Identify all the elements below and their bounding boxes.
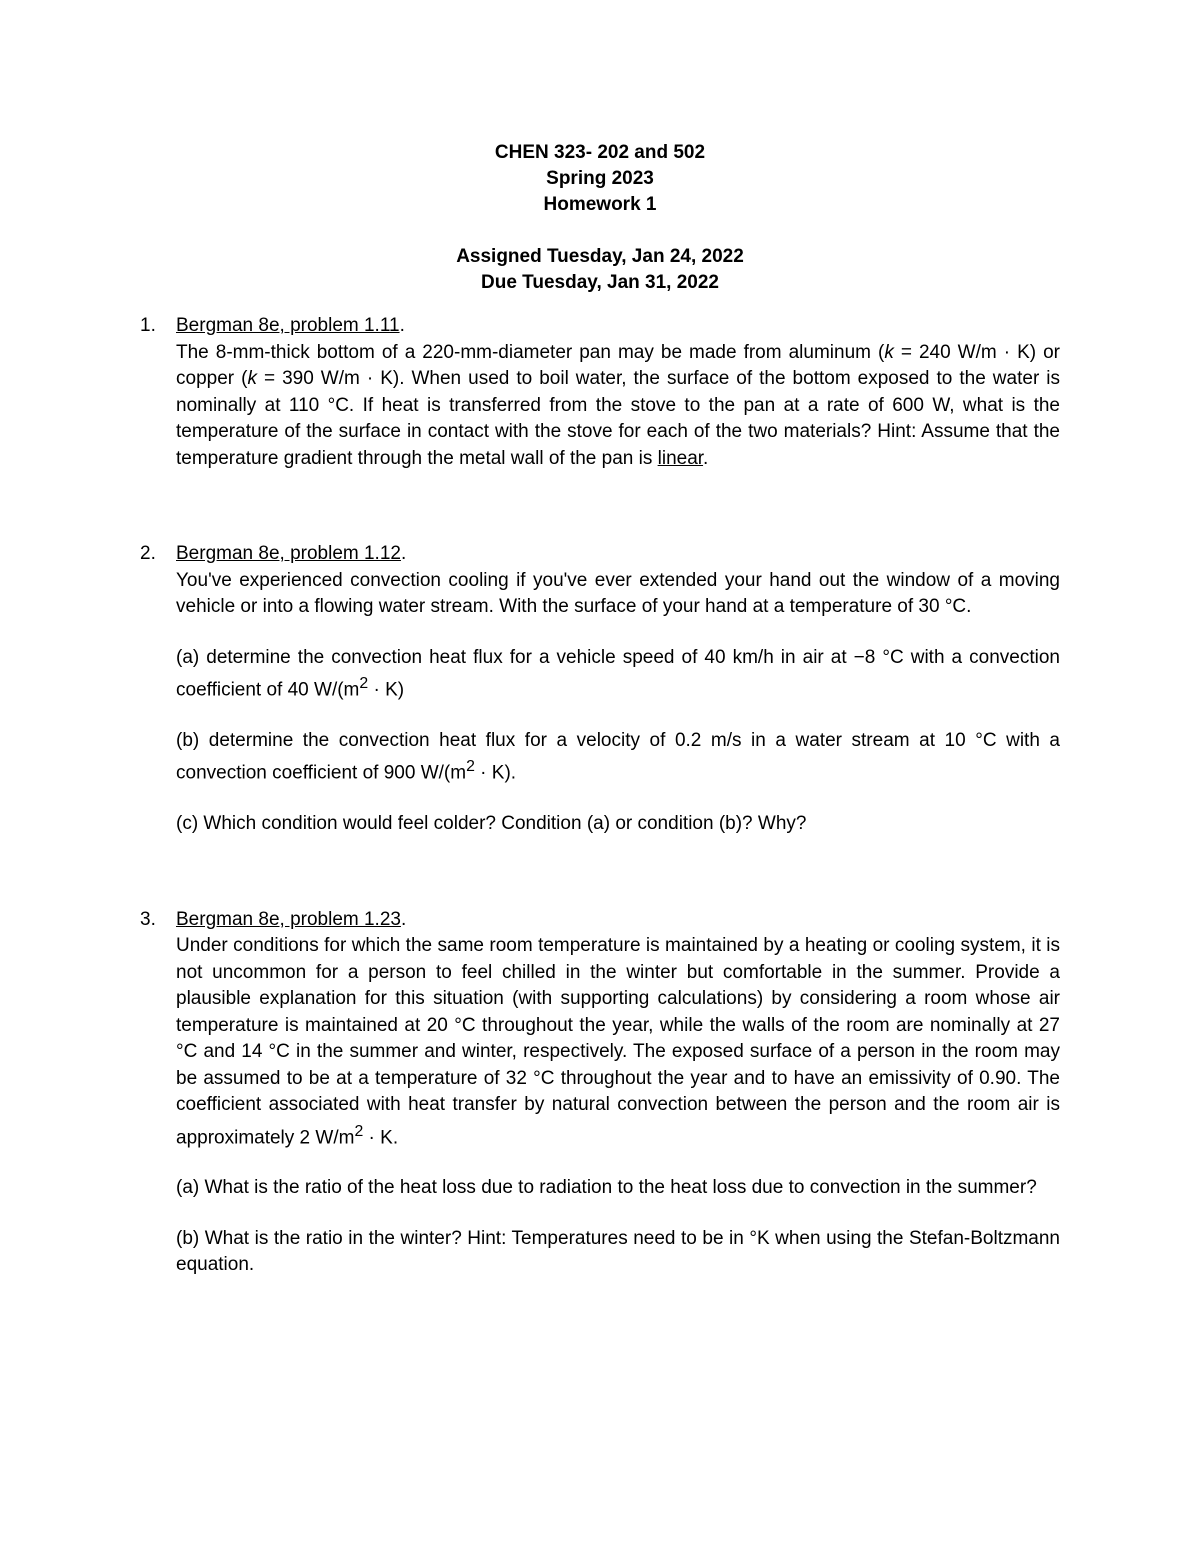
problem-text-segment: Under conditions for which the same room temperature is maintained by a heating or cooling system, it is not uncommon for a person to feel chilled in the winter but comfortable in the summer. Provide a plausible explanation for this situation (with supporting calculations) by considering a room whose air temperature is maintained at 20 °C throughout the year, while the walls of the room are nominally at 27 °C and 14 °C in the summer and winter, respectively. The exposed surface of a person in the room may be assumed to be at a temperature of 32 °C throughout the year and to have an emissivity of 0.90. The coefficient associated with heat transfer by natural convection between the person and the room air is approximately 2 W/m bbox=[176, 935, 1060, 1148]
problem-list bbox=[140, 313, 1060, 1279]
part-a: (a) What is the ratio of the heat loss due to radiation to the heat loss due to convection in the summer? bbox=[176, 1177, 1037, 1199]
due-date: Due Tuesday, Jan 31, 2022 bbox=[481, 272, 719, 293]
part-b bbox=[176, 728, 1060, 787]
problem-text-segment: · K. bbox=[363, 1126, 399, 1148]
underlined-word: linear bbox=[657, 447, 704, 469]
problem-2 bbox=[140, 541, 1060, 838]
problem-3 bbox=[140, 907, 1060, 1279]
k-symbol: k bbox=[884, 341, 894, 363]
problem-number: 2. bbox=[140, 543, 156, 564]
problem-text-segment: = 240 W/m · K) or copper ( bbox=[176, 341, 1060, 389]
problem-number: 1. bbox=[140, 315, 156, 336]
problem-number: 3. bbox=[140, 908, 156, 930]
k-symbol: k bbox=[247, 368, 257, 389]
problem-1 bbox=[140, 313, 1060, 472]
part-c: (c) Which condition would feel colder? Condition (a) or condition (b)? Why? bbox=[176, 813, 807, 835]
problem-reference-line: Bergman 8e, problem 1.23. bbox=[176, 908, 407, 930]
problem-text bbox=[176, 933, 1060, 1151]
part-text-segment: (a) determine the convection heat flux for a vehicle speed of 40 km/h in air at −8 °C with a convection coefficient of 40 W/(m bbox=[176, 646, 1060, 701]
homework-title: Homework 1 bbox=[543, 194, 657, 215]
problem-text bbox=[176, 340, 1060, 473]
problem-text: You've experienced convection cooling if you've ever extended your hand out the window of a moving vehicle or into a flowing water stream. With the surface of your hand at a temperature of 30 °C. bbox=[176, 569, 1060, 617]
problem-text-segment: . bbox=[703, 447, 709, 469]
problem-reference: Bergman 8e, problem 1.12 bbox=[176, 543, 401, 564]
problem-reference: Bergman 8e, problem 1.23 bbox=[176, 908, 401, 930]
part-text-segment: · K). bbox=[474, 762, 517, 784]
part-text-segment: · K) bbox=[368, 679, 405, 701]
problem-reference-line: Bergman 8e, problem 1.12. bbox=[176, 543, 407, 564]
problem-reference: Bergman 8e, problem 1.11 bbox=[176, 315, 400, 336]
part-text-segment: (b) determine the convection heat flux for a velocity of 0.2 m/s in a water stream at 10 °C with a convection coefficient of 900 W/(m bbox=[176, 729, 1060, 784]
part-a bbox=[176, 645, 1060, 704]
superscript: 2 bbox=[354, 1122, 364, 1140]
superscript: 2 bbox=[359, 675, 369, 692]
problem-reference-line: Bergman 8e, problem 1.11. bbox=[176, 315, 405, 336]
problem-text-segment: The 8-mm-thick bottom of a 220-mm-diameter pan may be made from aluminum ( bbox=[176, 341, 885, 363]
term: Spring 2023 bbox=[546, 168, 654, 189]
part-b: (b) What is the ratio in the winter? Hint: Temperatures need to be in °K when using the Stefan-Boltzmann equation. bbox=[176, 1227, 1060, 1276]
course-title: CHEN 323- 202 and 502 bbox=[494, 142, 706, 163]
superscript: 2 bbox=[466, 758, 475, 776]
problem-text-segment: = 390 W/m · K). When used to boil water, the surface of the bottom exposed to the water is nominally at 110 °C. If heat is transferred from the stove to the pan at a rate of 600 W, what is the temperature of the surface in contact with the stove for each of the two materials? Hint: Assume that the temperature gradient through the metal wall of the pan is bbox=[176, 368, 1061, 469]
header-spacer bbox=[0, 218, 1200, 244]
document-header bbox=[0, 140, 1200, 296]
assigned-date: Assigned Tuesday, Jan 24, 2022 bbox=[456, 246, 744, 267]
